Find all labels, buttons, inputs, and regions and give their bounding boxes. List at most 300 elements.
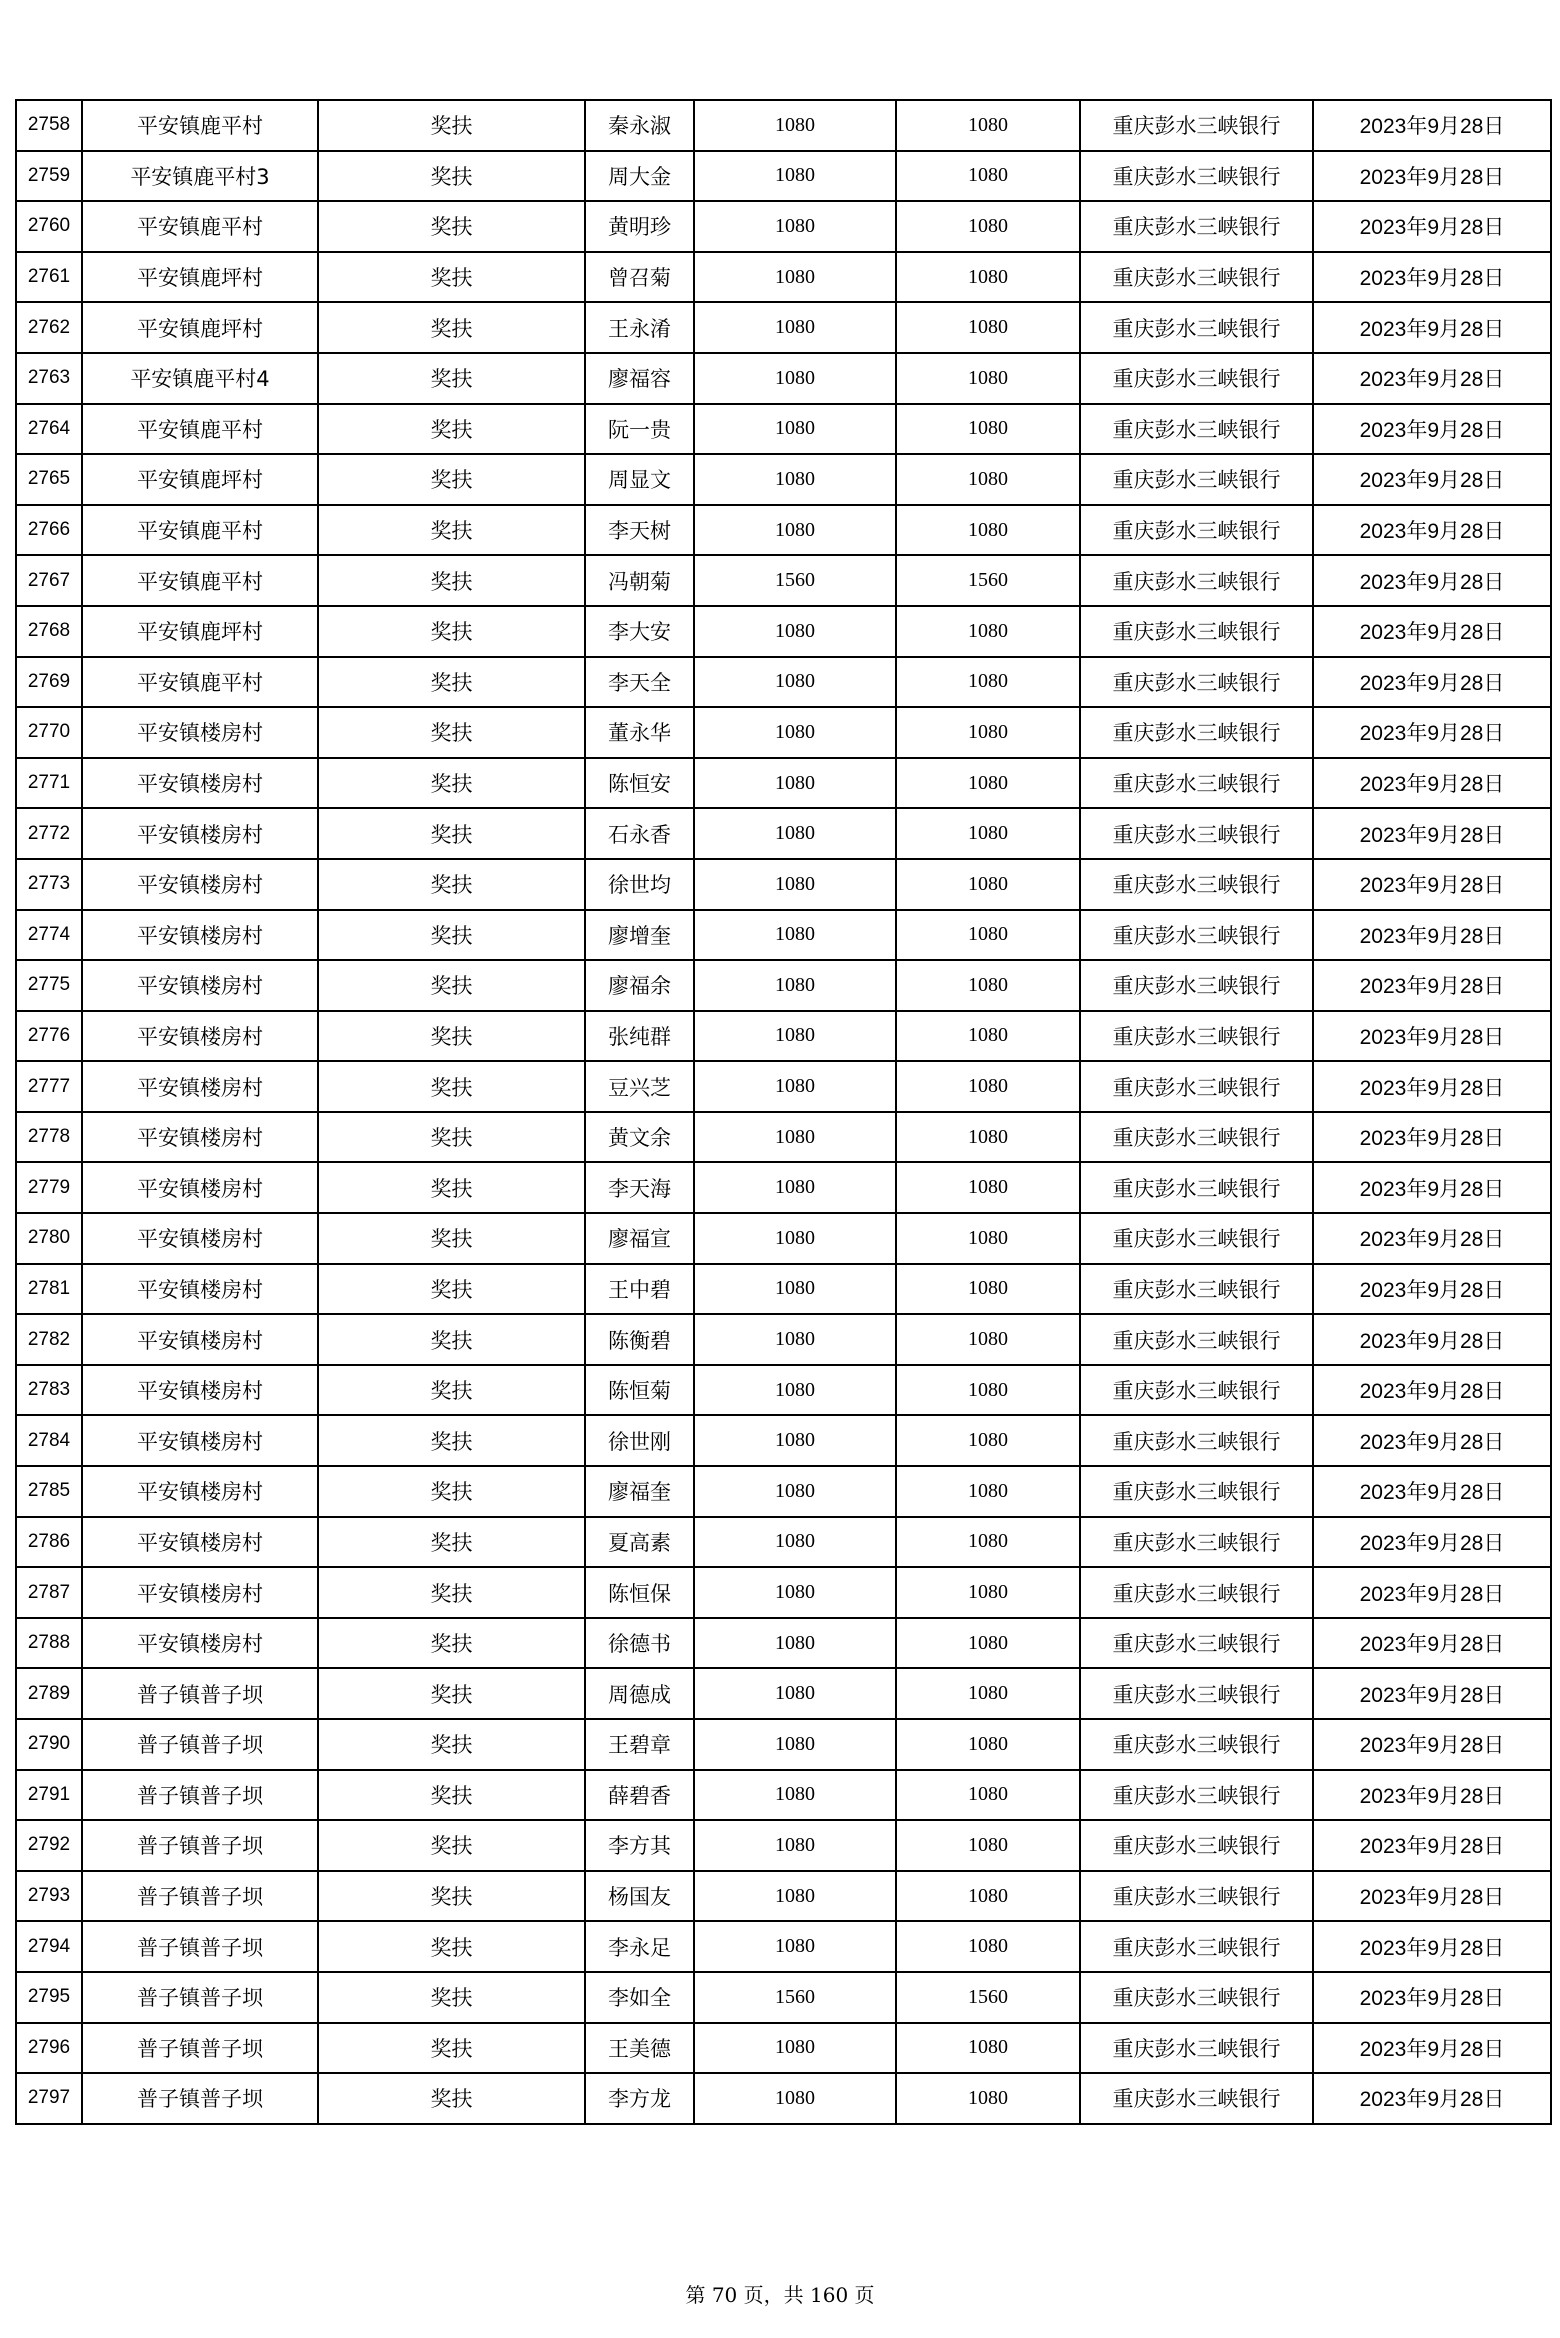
recipient-name-cell: 黄明珍: [585, 201, 694, 252]
bank-cell: 重庆彭水三峡银行: [1080, 1517, 1313, 1568]
village-cell: 平安镇鹿平村: [82, 505, 318, 556]
village-cell: 平安镇楼房村: [82, 1618, 318, 1669]
bank-cell: 重庆彭水三峡银行: [1080, 151, 1313, 202]
payment-date-cell: 2023年9月28日: [1313, 100, 1551, 151]
recipient-name-cell: 廖增奎: [585, 910, 694, 961]
paid-amount-cell: 1080: [896, 1719, 1080, 1770]
table-row: [16, 2073, 1551, 2124]
row-number-cell: 2766: [16, 505, 82, 556]
village-cell: 平安镇楼房村: [82, 1567, 318, 1618]
village-cell: 平安镇楼房村: [82, 1112, 318, 1163]
paid-amount-cell: 1080: [896, 1466, 1080, 1517]
standard-amount-cell: 1080: [694, 808, 896, 859]
village-cell: 平安镇鹿平村: [82, 555, 318, 606]
payment-date-cell: 2023年9月28日: [1313, 404, 1551, 455]
payment-date-cell: 2023年9月28日: [1313, 252, 1551, 303]
village-cell: 平安镇楼房村: [82, 1061, 318, 1112]
paid-amount-cell: 1080: [896, 1112, 1080, 1163]
paid-amount-cell: 1080: [896, 505, 1080, 556]
row-number-cell: 2773: [16, 859, 82, 910]
standard-amount-cell: 1080: [694, 151, 896, 202]
village-cell: 平安镇鹿坪村: [82, 302, 318, 353]
recipient-name-cell: 阮一贵: [585, 404, 694, 455]
paid-amount-cell: 1080: [896, 201, 1080, 252]
table-row: [16, 1820, 1551, 1871]
village-cell: 普子镇普子坝: [82, 1719, 318, 1770]
subsidy-type-cell: 奖扶: [318, 2073, 585, 2124]
table-row: [16, 1921, 1551, 1972]
row-number-cell: 2761: [16, 252, 82, 303]
row-number-cell: 2765: [16, 454, 82, 505]
village-cell: 平安镇鹿平村4: [82, 353, 318, 404]
payment-date-cell: 2023年9月28日: [1313, 1061, 1551, 1112]
payment-date-cell: 2023年9月28日: [1313, 1415, 1551, 1466]
recipient-name-cell: 周大金: [585, 151, 694, 202]
recipient-name-cell: 石永香: [585, 808, 694, 859]
paid-amount-cell: 1080: [896, 606, 1080, 657]
standard-amount-cell: 1080: [694, 1517, 896, 1568]
bank-cell: 重庆彭水三峡银行: [1080, 1770, 1313, 1821]
bank-cell: 重庆彭水三峡银行: [1080, 555, 1313, 606]
subsidy-type-cell: 奖扶: [318, 454, 585, 505]
paid-amount-cell: 1080: [896, 1264, 1080, 1315]
bank-cell: 重庆彭水三峡银行: [1080, 707, 1313, 758]
village-cell: 平安镇楼房村: [82, 1264, 318, 1315]
subsidy-type-cell: 奖扶: [318, 1871, 585, 1922]
payment-date-cell: 2023年9月28日: [1313, 302, 1551, 353]
row-number-cell: 2782: [16, 1314, 82, 1365]
paid-amount-cell: 1080: [896, 1011, 1080, 1062]
table-row: [16, 1668, 1551, 1719]
standard-amount-cell: 1080: [694, 606, 896, 657]
standard-amount-cell: 1080: [694, 100, 896, 151]
paid-amount-cell: 1080: [896, 1415, 1080, 1466]
standard-amount-cell: 1080: [694, 707, 896, 758]
standard-amount-cell: 1080: [694, 1466, 896, 1517]
standard-amount-cell: 1080: [694, 1618, 896, 1669]
subsidy-type-cell: 奖扶: [318, 859, 585, 910]
village-cell: 平安镇鹿平村3: [82, 151, 318, 202]
table-row: [16, 1213, 1551, 1264]
village-cell: 平安镇楼房村: [82, 1011, 318, 1062]
bank-cell: 重庆彭水三峡银行: [1080, 1466, 1313, 1517]
recipient-name-cell: 董永华: [585, 707, 694, 758]
paid-amount-cell: 1080: [896, 808, 1080, 859]
subsidy-type-cell: 奖扶: [318, 201, 585, 252]
row-number-cell: 2792: [16, 1820, 82, 1871]
paid-amount-cell: 1080: [896, 252, 1080, 303]
recipient-name-cell: 陈恒菊: [585, 1365, 694, 1416]
table-row: [16, 606, 1551, 657]
payment-date-cell: 2023年9月28日: [1313, 1820, 1551, 1871]
row-number-cell: 2764: [16, 404, 82, 455]
paid-amount-cell: 1080: [896, 1365, 1080, 1416]
paid-amount-cell: 1080: [896, 758, 1080, 809]
subsidy-type-cell: 奖扶: [318, 1415, 585, 1466]
table-row: [16, 1719, 1551, 1770]
paid-amount-cell: 1080: [896, 859, 1080, 910]
row-number-cell: 2763: [16, 353, 82, 404]
bank-cell: 重庆彭水三峡银行: [1080, 910, 1313, 961]
village-cell: 平安镇楼房村: [82, 1517, 318, 1568]
recipient-name-cell: 曾召菊: [585, 252, 694, 303]
recipient-name-cell: 冯朝菊: [585, 555, 694, 606]
subsidy-type-cell: 奖扶: [318, 1972, 585, 2023]
subsidy-type-cell: 奖扶: [318, 1820, 585, 1871]
village-cell: 普子镇普子坝: [82, 1668, 318, 1719]
recipient-name-cell: 黄文余: [585, 1112, 694, 1163]
table-row: [16, 1618, 1551, 1669]
standard-amount-cell: 1080: [694, 302, 896, 353]
table-row: [16, 100, 1551, 151]
table-row: [16, 1162, 1551, 1213]
recipient-name-cell: 廖福奎: [585, 1466, 694, 1517]
village-cell: 平安镇鹿坪村: [82, 606, 318, 657]
subsidy-type-cell: 奖扶: [318, 1921, 585, 1972]
row-number-cell: 2772: [16, 808, 82, 859]
table-row: [16, 1061, 1551, 1112]
subsidy-type-cell: 奖扶: [318, 707, 585, 758]
village-cell: 普子镇普子坝: [82, 2073, 318, 2124]
bank-cell: 重庆彭水三峡银行: [1080, 808, 1313, 859]
table-row: [16, 1567, 1551, 1618]
row-number-cell: 2784: [16, 1415, 82, 1466]
page-number-footer: 第 70 页，共 160 页: [685, 2283, 875, 2307]
bank-cell: 重庆彭水三峡银行: [1080, 758, 1313, 809]
recipient-name-cell: 周显文: [585, 454, 694, 505]
subsidy-type-cell: 奖扶: [318, 1112, 585, 1163]
village-cell: 普子镇普子坝: [82, 1820, 318, 1871]
table-row: [16, 1314, 1551, 1365]
bank-cell: 重庆彭水三峡银行: [1080, 1820, 1313, 1871]
village-cell: 平安镇鹿平村: [82, 100, 318, 151]
payment-date-cell: 2023年9月28日: [1313, 606, 1551, 657]
bank-cell: 重庆彭水三峡银行: [1080, 1415, 1313, 1466]
subsidy-type-cell: 奖扶: [318, 657, 585, 708]
subsidy-type-cell: 奖扶: [318, 1618, 585, 1669]
recipient-name-cell: 李方龙: [585, 2073, 694, 2124]
row-number-cell: 2760: [16, 201, 82, 252]
standard-amount-cell: 1080: [694, 454, 896, 505]
bank-cell: 重庆彭水三峡银行: [1080, 1618, 1313, 1669]
subsidy-type-cell: 奖扶: [318, 252, 585, 303]
payment-date-cell: 2023年9月28日: [1313, 505, 1551, 556]
village-cell: 平安镇楼房村: [82, 960, 318, 1011]
village-cell: 平安镇鹿平村: [82, 404, 318, 455]
subsidy-type-cell: 奖扶: [318, 151, 585, 202]
bank-cell: 重庆彭水三峡银行: [1080, 353, 1313, 404]
subsidy-type-cell: 奖扶: [318, 1264, 585, 1315]
table-row: [16, 151, 1551, 202]
standard-amount-cell: 1080: [694, 2073, 896, 2124]
row-number-cell: 2786: [16, 1517, 82, 1568]
standard-amount-cell: 1080: [694, 1719, 896, 1770]
table-row: [16, 1011, 1551, 1062]
bank-cell: 重庆彭水三峡银行: [1080, 2023, 1313, 2074]
row-number-cell: 2790: [16, 1719, 82, 1770]
recipient-name-cell: 李大安: [585, 606, 694, 657]
recipient-name-cell: 徐世均: [585, 859, 694, 910]
bank-cell: 重庆彭水三峡银行: [1080, 2073, 1313, 2124]
row-number-cell: 2797: [16, 2073, 82, 2124]
row-number-cell: 2788: [16, 1618, 82, 1669]
row-number-cell: 2777: [16, 1061, 82, 1112]
recipient-name-cell: 王碧章: [585, 1719, 694, 1770]
bank-cell: 重庆彭水三峡银行: [1080, 657, 1313, 708]
village-cell: 普子镇普子坝: [82, 1871, 318, 1922]
bank-cell: 重庆彭水三峡银行: [1080, 454, 1313, 505]
table-row: [16, 1415, 1551, 1466]
row-number-cell: 2780: [16, 1213, 82, 1264]
table-row: [16, 808, 1551, 859]
payment-date-cell: 2023年9月28日: [1313, 151, 1551, 202]
row-number-cell: 2791: [16, 1770, 82, 1821]
village-cell: 平安镇楼房村: [82, 1213, 318, 1264]
paid-amount-cell: 1080: [896, 1567, 1080, 1618]
village-cell: 平安镇鹿平村: [82, 657, 318, 708]
village-cell: 平安镇鹿坪村: [82, 252, 318, 303]
recipient-name-cell: 陈恒保: [585, 1567, 694, 1618]
table-row: [16, 657, 1551, 708]
subsidy-type-cell: 奖扶: [318, 100, 585, 151]
recipient-name-cell: 王美德: [585, 2023, 694, 2074]
village-cell: 平安镇楼房村: [82, 1365, 318, 1416]
payment-date-cell: 2023年9月28日: [1313, 1162, 1551, 1213]
payment-date-cell: 2023年9月28日: [1313, 1668, 1551, 1719]
bank-cell: 重庆彭水三峡银行: [1080, 1719, 1313, 1770]
row-number-cell: 2781: [16, 1264, 82, 1315]
paid-amount-cell: 1080: [896, 1517, 1080, 1568]
paid-amount-cell: 1080: [896, 151, 1080, 202]
recipient-name-cell: 杨国友: [585, 1871, 694, 1922]
recipient-name-cell: 王中碧: [585, 1264, 694, 1315]
village-cell: 平安镇楼房村: [82, 910, 318, 961]
bank-cell: 重庆彭水三峡银行: [1080, 859, 1313, 910]
payment-date-cell: 2023年9月28日: [1313, 1213, 1551, 1264]
recipient-name-cell: 王永淆: [585, 302, 694, 353]
payment-date-cell: 2023年9月28日: [1313, 1517, 1551, 1568]
payment-date-cell: 2023年9月28日: [1313, 758, 1551, 809]
paid-amount-cell: 1080: [896, 1921, 1080, 1972]
village-cell: 普子镇普子坝: [82, 1972, 318, 2023]
village-cell: 平安镇楼房村: [82, 1415, 318, 1466]
table-row: [16, 1517, 1551, 1568]
row-number-cell: 2795: [16, 1972, 82, 2023]
standard-amount-cell: 1080: [694, 353, 896, 404]
recipient-name-cell: 周德成: [585, 1668, 694, 1719]
paid-amount-cell: 1080: [896, 302, 1080, 353]
village-cell: 平安镇楼房村: [82, 707, 318, 758]
row-number-cell: 2778: [16, 1112, 82, 1163]
subsidy-type-cell: 奖扶: [318, 1162, 585, 1213]
payment-date-cell: 2023年9月28日: [1313, 2023, 1551, 2074]
paid-amount-cell: 1080: [896, 353, 1080, 404]
subsidy-type-cell: 奖扶: [318, 1365, 585, 1416]
recipient-name-cell: 薛碧香: [585, 1770, 694, 1821]
recipient-name-cell: 徐德书: [585, 1618, 694, 1669]
table-row: [16, 910, 1551, 961]
paid-amount-cell: 1080: [896, 2023, 1080, 2074]
bank-cell: 重庆彭水三峡银行: [1080, 252, 1313, 303]
paid-amount-cell: 1080: [896, 404, 1080, 455]
payment-date-cell: 2023年9月28日: [1313, 707, 1551, 758]
bank-cell: 重庆彭水三峡银行: [1080, 302, 1313, 353]
recipient-name-cell: 徐世刚: [585, 1415, 694, 1466]
paid-amount-cell: 1080: [896, 657, 1080, 708]
village-cell: 平安镇鹿坪村: [82, 454, 318, 505]
standard-amount-cell: 1080: [694, 1061, 896, 1112]
subsidy-type-cell: 奖扶: [318, 1668, 585, 1719]
standard-amount-cell: 1080: [694, 1770, 896, 1821]
table-row: [16, 859, 1551, 910]
payment-date-cell: 2023年9月28日: [1313, 808, 1551, 859]
village-cell: 普子镇普子坝: [82, 2023, 318, 2074]
paid-amount-cell: 1080: [896, 707, 1080, 758]
village-cell: 平安镇楼房村: [82, 808, 318, 859]
bank-cell: 重庆彭水三峡银行: [1080, 1112, 1313, 1163]
row-number-cell: 2769: [16, 657, 82, 708]
recipient-name-cell: 陈恒安: [585, 758, 694, 809]
bank-cell: 重庆彭水三峡银行: [1080, 1061, 1313, 1112]
payment-date-cell: 2023年9月28日: [1313, 1871, 1551, 1922]
row-number-cell: 2776: [16, 1011, 82, 1062]
payment-date-cell: 2023年9月28日: [1313, 1466, 1551, 1517]
bank-cell: 重庆彭水三峡银行: [1080, 201, 1313, 252]
recipient-name-cell: 廖福容: [585, 353, 694, 404]
payment-date-cell: 2023年9月28日: [1313, 859, 1551, 910]
recipient-name-cell: 李如全: [585, 1972, 694, 2023]
table-row: [16, 353, 1551, 404]
subsidy-type-cell: 奖扶: [318, 302, 585, 353]
village-cell: 普子镇普子坝: [82, 1770, 318, 1821]
table-row: [16, 960, 1551, 1011]
village-cell: 平安镇楼房村: [82, 1466, 318, 1517]
row-number-cell: 2796: [16, 2023, 82, 2074]
standard-amount-cell: 1080: [694, 1415, 896, 1466]
table-row: [16, 1871, 1551, 1922]
paid-amount-cell: 1080: [896, 1061, 1080, 1112]
standard-amount-cell: 1080: [694, 252, 896, 303]
paid-amount-cell: 1080: [896, 1770, 1080, 1821]
paid-amount-cell: 1080: [896, 1314, 1080, 1365]
bank-cell: 重庆彭水三峡银行: [1080, 1213, 1313, 1264]
bank-cell: 重庆彭水三峡银行: [1080, 100, 1313, 151]
recipient-name-cell: 李天海: [585, 1162, 694, 1213]
bank-cell: 重庆彭水三峡银行: [1080, 1972, 1313, 2023]
standard-amount-cell: 1080: [694, 1567, 896, 1618]
village-cell: 平安镇楼房村: [82, 1314, 318, 1365]
standard-amount-cell: 1080: [694, 1112, 896, 1163]
payment-date-cell: 2023年9月28日: [1313, 1567, 1551, 1618]
subsidy-type-cell: 奖扶: [318, 1213, 585, 1264]
subsidy-type-cell: 奖扶: [318, 1770, 585, 1821]
payment-date-cell: 2023年9月28日: [1313, 1264, 1551, 1315]
subsidy-type-cell: 奖扶: [318, 2023, 585, 2074]
recipient-name-cell: 陈衡碧: [585, 1314, 694, 1365]
payment-date-cell: 2023年9月28日: [1313, 1112, 1551, 1163]
standard-amount-cell: 1080: [694, 2023, 896, 2074]
standard-amount-cell: 1080: [694, 201, 896, 252]
standard-amount-cell: 1080: [694, 1668, 896, 1719]
row-number-cell: 2758: [16, 100, 82, 151]
row-number-cell: 2767: [16, 555, 82, 606]
bank-cell: 重庆彭水三峡银行: [1080, 1314, 1313, 1365]
row-number-cell: 2785: [16, 1466, 82, 1517]
recipient-name-cell: 李天全: [585, 657, 694, 708]
table-row: [16, 201, 1551, 252]
bank-cell: 重庆彭水三峡银行: [1080, 1011, 1313, 1062]
table-row: [16, 404, 1551, 455]
payment-date-cell: 2023年9月28日: [1313, 555, 1551, 606]
row-number-cell: 2794: [16, 1921, 82, 1972]
paid-amount-cell: 1080: [896, 1213, 1080, 1264]
standard-amount-cell: 1080: [694, 1820, 896, 1871]
bank-cell: 重庆彭水三峡银行: [1080, 1668, 1313, 1719]
standard-amount-cell: 1080: [694, 1871, 896, 1922]
village-cell: 普子镇普子坝: [82, 1921, 318, 1972]
table-row: [16, 1770, 1551, 1821]
paid-amount-cell: 1080: [896, 1871, 1080, 1922]
table-row: [16, 2023, 1551, 2074]
table-row: [16, 505, 1551, 556]
payment-date-cell: 2023年9月28日: [1313, 1618, 1551, 1669]
subsidy-type-cell: 奖扶: [318, 758, 585, 809]
recipient-name-cell: 李天树: [585, 505, 694, 556]
payment-date-cell: 2023年9月28日: [1313, 1011, 1551, 1062]
bank-cell: 重庆彭水三峡银行: [1080, 1921, 1313, 1972]
paid-amount-cell: 1080: [896, 2073, 1080, 2124]
subsidy-type-cell: 奖扶: [318, 353, 585, 404]
table-body: [16, 100, 1551, 2124]
payment-date-cell: 2023年9月28日: [1313, 1972, 1551, 2023]
table-row: [16, 1264, 1551, 1315]
village-cell: 平安镇楼房村: [82, 1162, 318, 1213]
standard-amount-cell: 1080: [694, 1162, 896, 1213]
recipient-name-cell: 张纯群: [585, 1011, 694, 1062]
row-number-cell: 2770: [16, 707, 82, 758]
row-number-cell: 2762: [16, 302, 82, 353]
paid-amount-cell: 1560: [896, 1972, 1080, 2023]
row-number-cell: 2774: [16, 910, 82, 961]
row-number-cell: 2793: [16, 1871, 82, 1922]
paid-amount-cell: 1080: [896, 1668, 1080, 1719]
payment-date-cell: 2023年9月28日: [1313, 910, 1551, 961]
standard-amount-cell: 1560: [694, 1972, 896, 2023]
bank-cell: 重庆彭水三峡银行: [1080, 1264, 1313, 1315]
subsidy-type-cell: 奖扶: [318, 555, 585, 606]
standard-amount-cell: 1080: [694, 859, 896, 910]
payment-table: [15, 99, 1552, 2125]
table-row: [16, 1972, 1551, 2023]
standard-amount-cell: 1080: [694, 1011, 896, 1062]
subsidy-type-cell: 奖扶: [318, 606, 585, 657]
paid-amount-cell: 1080: [896, 910, 1080, 961]
standard-amount-cell: 1080: [694, 960, 896, 1011]
table-row: [16, 758, 1551, 809]
standard-amount-cell: 1080: [694, 1365, 896, 1416]
table-row: [16, 454, 1551, 505]
standard-amount-cell: 1080: [694, 1314, 896, 1365]
row-number-cell: 2771: [16, 758, 82, 809]
table-row: [16, 555, 1551, 606]
bank-cell: 重庆彭水三峡银行: [1080, 1567, 1313, 1618]
row-number-cell: 2775: [16, 960, 82, 1011]
row-number-cell: 2787: [16, 1567, 82, 1618]
paid-amount-cell: 1080: [896, 1618, 1080, 1669]
village-cell: 平安镇鹿平村: [82, 201, 318, 252]
table-row: [16, 1365, 1551, 1416]
recipient-name-cell: 廖福宣: [585, 1213, 694, 1264]
